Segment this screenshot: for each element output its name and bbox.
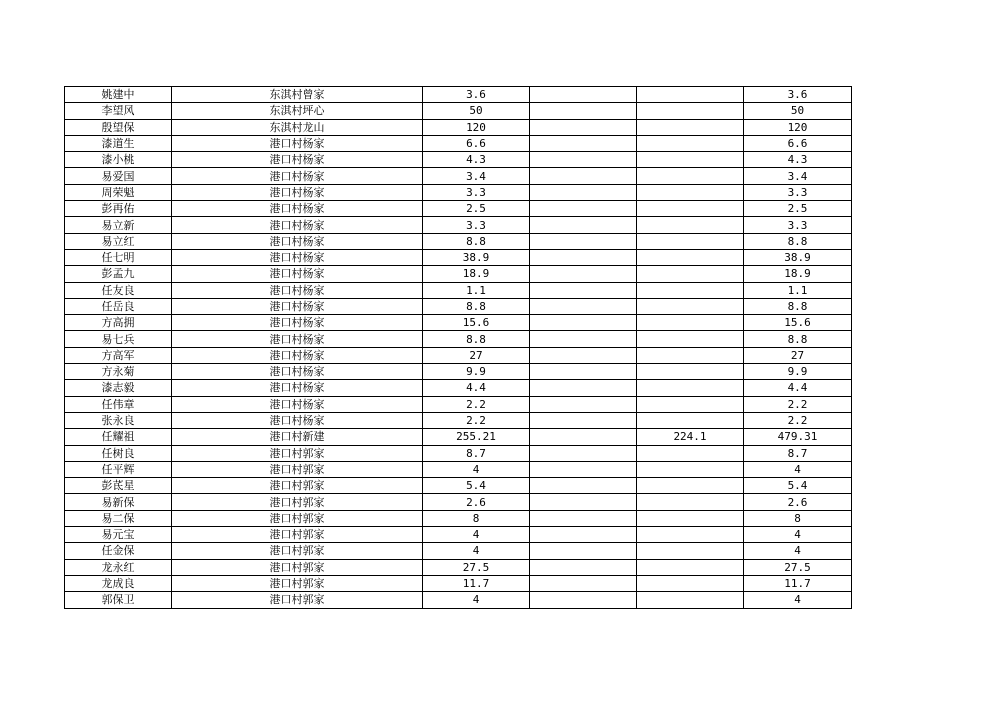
value-cell: 50 xyxy=(423,103,530,119)
empty-value-cell xyxy=(530,445,637,461)
table-row xyxy=(65,233,852,249)
location-cell: 港口村杨家 xyxy=(172,249,423,265)
location-cell: 港口村杨家 xyxy=(172,396,423,412)
total-cell: 3.4 xyxy=(744,168,852,184)
name-cell: 任伟章 xyxy=(65,396,172,412)
location-cell: 港口村杨家 xyxy=(172,233,423,249)
table-row xyxy=(65,592,852,608)
location-cell: 港口村杨家 xyxy=(172,412,423,428)
empty-value-cell xyxy=(530,249,637,265)
location-cell: 港口村杨家 xyxy=(172,380,423,396)
location-cell: 港口村杨家 xyxy=(172,217,423,233)
empty-value-cell xyxy=(530,152,637,168)
total-cell: 2.2 xyxy=(744,396,852,412)
name-cell: 方永菊 xyxy=(65,364,172,380)
name-cell: 张永良 xyxy=(65,412,172,428)
total-cell: 3.3 xyxy=(744,184,852,200)
value-cell: 8.7 xyxy=(423,445,530,461)
location-cell: 港口村杨家 xyxy=(172,315,423,331)
extra-value-cell xyxy=(637,135,744,151)
total-cell: 5.4 xyxy=(744,478,852,494)
value-cell: 9.9 xyxy=(423,364,530,380)
extra-value-cell xyxy=(637,543,744,559)
empty-value-cell xyxy=(530,429,637,445)
total-cell: 11.7 xyxy=(744,575,852,591)
total-cell: 2.5 xyxy=(744,201,852,217)
total-cell: 1.1 xyxy=(744,282,852,298)
extra-value-cell xyxy=(637,445,744,461)
location-cell: 港口村杨家 xyxy=(172,282,423,298)
extra-value-cell xyxy=(637,266,744,282)
empty-value-cell xyxy=(530,461,637,477)
empty-value-cell xyxy=(530,331,637,347)
table-row xyxy=(65,298,852,314)
table-row xyxy=(65,380,852,396)
extra-value-cell xyxy=(637,249,744,265)
value-cell: 4 xyxy=(423,527,530,543)
name-cell: 漆志毅 xyxy=(65,380,172,396)
name-cell: 易元宝 xyxy=(65,527,172,543)
name-cell: 彭再佑 xyxy=(65,201,172,217)
extra-value-cell xyxy=(637,152,744,168)
table-row xyxy=(65,396,852,412)
name-cell: 任耀祖 xyxy=(65,429,172,445)
value-cell: 6.6 xyxy=(423,135,530,151)
table-row xyxy=(65,135,852,151)
name-cell: 龙成良 xyxy=(65,575,172,591)
table-row xyxy=(65,527,852,543)
name-cell: 姚建中 xyxy=(65,87,172,103)
extra-value-cell xyxy=(637,201,744,217)
location-cell: 港口村郭家 xyxy=(172,527,423,543)
name-cell: 李望风 xyxy=(65,103,172,119)
value-cell: 11.7 xyxy=(423,575,530,591)
empty-value-cell xyxy=(530,575,637,591)
location-cell: 港口村杨家 xyxy=(172,266,423,282)
location-cell: 港口村郭家 xyxy=(172,543,423,559)
value-cell: 5.4 xyxy=(423,478,530,494)
name-cell: 易爱国 xyxy=(65,168,172,184)
name-cell: 漆道生 xyxy=(65,135,172,151)
location-cell: 港口村郭家 xyxy=(172,592,423,608)
value-cell: 15.6 xyxy=(423,315,530,331)
total-cell: 2.2 xyxy=(744,412,852,428)
empty-value-cell xyxy=(530,559,637,575)
value-cell: 1.1 xyxy=(423,282,530,298)
table-row xyxy=(65,201,852,217)
empty-value-cell xyxy=(530,396,637,412)
extra-value-cell xyxy=(637,103,744,119)
extra-value-cell xyxy=(637,217,744,233)
name-cell: 方高军 xyxy=(65,347,172,363)
name-cell: 易立红 xyxy=(65,233,172,249)
location-cell: 港口村杨家 xyxy=(172,152,423,168)
total-cell: 6.6 xyxy=(744,135,852,151)
name-cell: 任七明 xyxy=(65,249,172,265)
name-cell: 彭孟九 xyxy=(65,266,172,282)
empty-value-cell xyxy=(530,103,637,119)
value-cell: 8 xyxy=(423,510,530,526)
total-cell: 4 xyxy=(744,461,852,477)
value-cell: 3.4 xyxy=(423,168,530,184)
value-cell: 2.2 xyxy=(423,396,530,412)
table-row xyxy=(65,429,852,445)
name-cell: 郭保卫 xyxy=(65,592,172,608)
value-cell: 4 xyxy=(423,592,530,608)
value-cell: 3.3 xyxy=(423,217,530,233)
total-cell: 27 xyxy=(744,347,852,363)
extra-value-cell xyxy=(637,494,744,510)
extra-value-cell xyxy=(637,233,744,249)
table-row xyxy=(65,266,852,282)
empty-value-cell xyxy=(530,543,637,559)
extra-value-cell xyxy=(637,315,744,331)
value-cell: 4 xyxy=(423,461,530,477)
extra-value-cell xyxy=(637,184,744,200)
total-cell: 8.8 xyxy=(744,298,852,314)
table-row xyxy=(65,217,852,233)
empty-value-cell xyxy=(530,347,637,363)
location-cell: 港口村杨家 xyxy=(172,364,423,380)
empty-value-cell xyxy=(530,282,637,298)
location-cell: 港口村杨家 xyxy=(172,184,423,200)
table-row xyxy=(65,119,852,135)
table-row xyxy=(65,315,852,331)
table-row xyxy=(65,478,852,494)
value-cell: 3.6 xyxy=(423,87,530,103)
name-cell: 彭茋星 xyxy=(65,478,172,494)
name-cell: 任树良 xyxy=(65,445,172,461)
empty-value-cell xyxy=(530,135,637,151)
name-cell: 龙永红 xyxy=(65,559,172,575)
total-cell: 4 xyxy=(744,592,852,608)
extra-value-cell xyxy=(637,298,744,314)
total-cell: 479.31 xyxy=(744,429,852,445)
empty-value-cell xyxy=(530,266,637,282)
value-cell: 255.21 xyxy=(423,429,530,445)
total-cell: 38.9 xyxy=(744,249,852,265)
extra-value-cell xyxy=(637,364,744,380)
extra-value-cell xyxy=(637,119,744,135)
extra-value-cell xyxy=(637,282,744,298)
table-row xyxy=(65,249,852,265)
total-cell: 15.6 xyxy=(744,315,852,331)
name-cell: 任岳良 xyxy=(65,298,172,314)
total-cell: 4.4 xyxy=(744,380,852,396)
name-cell: 任金保 xyxy=(65,543,172,559)
total-cell: 8.8 xyxy=(744,331,852,347)
table-row xyxy=(65,331,852,347)
total-cell: 4 xyxy=(744,527,852,543)
value-cell: 27.5 xyxy=(423,559,530,575)
empty-value-cell xyxy=(530,412,637,428)
location-cell: 港口村郭家 xyxy=(172,478,423,494)
location-cell: 港口村杨家 xyxy=(172,298,423,314)
table-row xyxy=(65,494,852,510)
location-cell: 港口村新建 xyxy=(172,429,423,445)
extra-value-cell xyxy=(637,347,744,363)
extra-value-cell xyxy=(637,510,744,526)
table-row xyxy=(65,559,852,575)
location-cell: 港口村杨家 xyxy=(172,347,423,363)
extra-value-cell xyxy=(637,396,744,412)
total-cell: 50 xyxy=(744,103,852,119)
total-cell: 3.6 xyxy=(744,87,852,103)
value-cell: 38.9 xyxy=(423,249,530,265)
name-cell: 殷望保 xyxy=(65,119,172,135)
total-cell: 9.9 xyxy=(744,364,852,380)
empty-value-cell xyxy=(530,298,637,314)
extra-value-cell xyxy=(637,575,744,591)
total-cell: 4.3 xyxy=(744,152,852,168)
name-cell: 易二保 xyxy=(65,510,172,526)
extra-value-cell xyxy=(637,478,744,494)
empty-value-cell xyxy=(530,87,637,103)
total-cell: 18.9 xyxy=(744,266,852,282)
table-body xyxy=(65,87,852,609)
name-cell: 漆小桃 xyxy=(65,152,172,168)
extra-value-cell xyxy=(637,168,744,184)
table-row xyxy=(65,103,852,119)
name-cell: 周荣魁 xyxy=(65,184,172,200)
table-row xyxy=(65,510,852,526)
table-row xyxy=(65,184,852,200)
value-cell: 4 xyxy=(423,543,530,559)
location-cell: 港口村杨家 xyxy=(172,168,423,184)
total-cell: 27.5 xyxy=(744,559,852,575)
table-row xyxy=(65,282,852,298)
extra-value-cell: 224.1 xyxy=(637,429,744,445)
location-cell: 港口村杨家 xyxy=(172,135,423,151)
empty-value-cell xyxy=(530,217,637,233)
empty-value-cell xyxy=(530,168,637,184)
value-cell: 2.2 xyxy=(423,412,530,428)
total-cell: 3.3 xyxy=(744,217,852,233)
empty-value-cell xyxy=(530,510,637,526)
empty-value-cell xyxy=(530,364,637,380)
table-row xyxy=(65,575,852,591)
location-cell: 港口村郭家 xyxy=(172,461,423,477)
location-cell: 东淇村坪心 xyxy=(172,103,423,119)
table-row xyxy=(65,152,852,168)
table-row xyxy=(65,364,852,380)
total-cell: 120 xyxy=(744,119,852,135)
location-cell: 港口村郭家 xyxy=(172,575,423,591)
name-cell: 易立新 xyxy=(65,217,172,233)
total-cell: 8.8 xyxy=(744,233,852,249)
total-cell: 4 xyxy=(744,543,852,559)
location-cell: 港口村郭家 xyxy=(172,445,423,461)
value-cell: 8.8 xyxy=(423,298,530,314)
value-cell: 8.8 xyxy=(423,331,530,347)
location-cell: 港口村郭家 xyxy=(172,510,423,526)
value-cell: 18.9 xyxy=(423,266,530,282)
value-cell: 4.4 xyxy=(423,380,530,396)
extra-value-cell xyxy=(637,331,744,347)
empty-value-cell xyxy=(530,592,637,608)
empty-value-cell xyxy=(530,119,637,135)
value-cell: 2.6 xyxy=(423,494,530,510)
value-cell: 27 xyxy=(423,347,530,363)
table-row xyxy=(65,168,852,184)
table-row xyxy=(65,461,852,477)
extra-value-cell xyxy=(637,559,744,575)
table-row xyxy=(65,445,852,461)
extra-value-cell xyxy=(637,412,744,428)
value-cell: 4.3 xyxy=(423,152,530,168)
location-cell: 东淇村龙山 xyxy=(172,119,423,135)
total-cell: 8.7 xyxy=(744,445,852,461)
location-cell: 东淇村曾家 xyxy=(172,87,423,103)
extra-value-cell xyxy=(637,380,744,396)
location-cell: 港口村杨家 xyxy=(172,331,423,347)
value-cell: 3.3 xyxy=(423,184,530,200)
empty-value-cell xyxy=(530,201,637,217)
empty-value-cell xyxy=(530,527,637,543)
name-cell: 任友良 xyxy=(65,282,172,298)
location-cell: 港口村郭家 xyxy=(172,494,423,510)
empty-value-cell xyxy=(530,233,637,249)
empty-value-cell xyxy=(530,494,637,510)
extra-value-cell xyxy=(637,87,744,103)
extra-value-cell xyxy=(637,592,744,608)
empty-value-cell xyxy=(530,380,637,396)
extra-value-cell xyxy=(637,527,744,543)
location-cell: 港口村郭家 xyxy=(172,559,423,575)
value-cell: 120 xyxy=(423,119,530,135)
empty-value-cell xyxy=(530,315,637,331)
empty-value-cell xyxy=(530,478,637,494)
value-cell: 2.5 xyxy=(423,201,530,217)
table-row xyxy=(65,412,852,428)
extra-value-cell xyxy=(637,461,744,477)
name-cell: 任平辉 xyxy=(65,461,172,477)
name-cell: 易七兵 xyxy=(65,331,172,347)
data-table xyxy=(64,86,852,609)
total-cell: 8 xyxy=(744,510,852,526)
location-cell: 港口村杨家 xyxy=(172,201,423,217)
value-cell: 8.8 xyxy=(423,233,530,249)
table-row xyxy=(65,347,852,363)
table-row xyxy=(65,543,852,559)
table-row xyxy=(65,87,852,103)
name-cell: 易新保 xyxy=(65,494,172,510)
name-cell: 方高拥 xyxy=(65,315,172,331)
empty-value-cell xyxy=(530,184,637,200)
total-cell: 2.6 xyxy=(744,494,852,510)
